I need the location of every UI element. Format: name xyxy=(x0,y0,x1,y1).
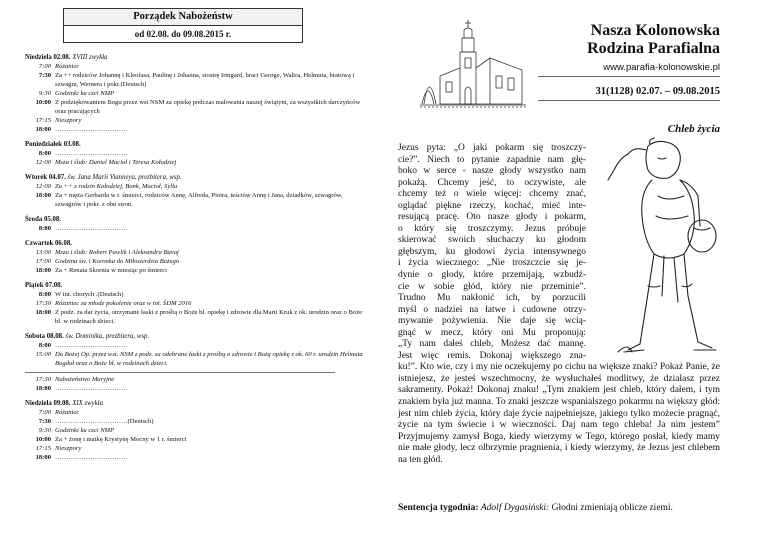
divider xyxy=(538,100,720,101)
schedule-column xyxy=(25,8,370,462)
entry-text: ……………………………(Deutsch) xyxy=(55,418,154,425)
entry-text: Za + Renata Skornia w miesiąc po śmierci xyxy=(55,267,167,274)
article-line: Jezus pyta: „O jaki pokarm się troszczy- xyxy=(398,143,586,153)
entry-text: …………………………… xyxy=(55,454,128,461)
entry-time: 15:00 xyxy=(35,351,51,358)
day-heading xyxy=(25,332,370,341)
schedule-entry xyxy=(25,71,370,89)
entry-time: 8:00 xyxy=(38,342,51,349)
day-heading xyxy=(25,399,370,408)
entry-time: 10:00 xyxy=(35,436,51,443)
article-line: cie w sobie głód, który nie przeminie”. xyxy=(398,281,586,292)
entry-text: Za ++ rodziców Johannę i Kleofasa, Paulinę i Johanna, siostrę Irmgard, braci George, Waltra, Helmuta, bratową i szwagra, Wernera i pokr.(Deutsch) xyxy=(55,72,355,88)
article-line: oglądać piękne rzeczy, kochać, mieć inte- xyxy=(398,200,586,211)
sentence-of-week xyxy=(398,503,720,513)
entry-time: 9:30 xyxy=(38,427,51,434)
schedule-day xyxy=(25,215,370,233)
day-heading xyxy=(25,53,370,62)
masthead-title xyxy=(560,22,720,58)
entry-text: Z podziękowaniem Bogu przez wst NSM za opiekę podczas malowania naszej świątyni, za wszystkich darczyńców oraz pracujących xyxy=(55,99,361,115)
day-date: Środa 05.08. xyxy=(25,216,61,223)
schedule-entry xyxy=(25,116,370,125)
article-line: mywanie pożywienia. Nie daje się wcią- xyxy=(398,316,586,327)
schedule-day xyxy=(25,173,370,209)
schedule-entry xyxy=(25,248,370,257)
day-heading xyxy=(25,173,370,182)
entry-time: 8:00 xyxy=(38,150,51,157)
schedule-entry xyxy=(25,191,370,209)
schedule-day xyxy=(25,399,370,462)
schedule-header xyxy=(63,8,303,43)
day-subtitle: św. Dominika, prezbitera, wsp. xyxy=(65,333,150,340)
entry-text: Do Bożej Op. przez wst. NSM z podz. za odebrane łaski z prośbą o zdrowie i Bożą opiekę z ok. 60 r. urodzin Helmuta Bogdoł oraz o Boże bł. w rodzinach dzieci. xyxy=(55,351,363,367)
entry-text: Różaniec xyxy=(55,63,80,70)
day-date: Czwartek 06.08. xyxy=(25,240,73,247)
article-line: skierować swoich słuchaczy ku głodom xyxy=(398,235,586,246)
article-wide-text: ku!”. Kto wie, czy i my nie oczekujemy po cichu na większe znaki? Pokaż Panie, że istniejesz, że jesteś wszechmocny, że wysłuchałeś modlitwy, że działasz przez sakramenty. Pokaż! Dokonaj znaku! „Tym znakiem jest chleb, który dałem, i tym znakiem była już manna. To znaki jeszcze wspanialszego pokarmu na większy głód: jest nim chleb życia, który daje życie najpełniejsze, jakiego tylko możecie pragnąć, życie na tym świecie i w wieczności. Daj nam tego chleba! Ja nim jestem” Przyjmujemy zamysł Boga, kiedy wierzymy w Tego, którego posłał, kiedy mamy nie małe głody, lecz olbrzymie pragnienia, i kiedy wierzymy, że Jezus jest chlebem na ten głód. xyxy=(398,362,720,465)
entry-text: Nieszpory xyxy=(55,445,82,452)
schedule-list xyxy=(25,53,370,462)
entry-text: …………………………… xyxy=(55,385,128,392)
entry-text: Nieszpory xyxy=(55,117,82,124)
schedule-entry xyxy=(25,350,370,368)
entry-time: 17:30 xyxy=(35,300,51,307)
entry-time: 7:30 xyxy=(38,72,51,79)
schedule-entry xyxy=(25,453,370,462)
schedule-day xyxy=(25,140,370,167)
entry-time: 12:00 xyxy=(35,159,51,166)
article-line: gnąć w mecz, który oni Mu proponują: xyxy=(398,327,586,338)
day-date: Sobota 08.08. xyxy=(25,333,64,340)
schedule-entry xyxy=(25,89,370,98)
schedule-entry xyxy=(25,158,370,167)
entry-text: Za ++ z rodzin Kołodziej, Bonk, Macioł, Sylla xyxy=(55,183,178,190)
sentence-author: Adolf Dygasiński: xyxy=(480,503,550,513)
article-line: głębszym, ku głodowi życia intensywnego xyxy=(398,246,586,257)
day-subtitle: XIX zwykła xyxy=(72,400,103,407)
schedule-entry xyxy=(25,426,370,435)
entry-time: 8:00 xyxy=(38,291,51,298)
entry-time: 18:00 xyxy=(35,192,51,199)
article-line: boko w serce - nasze głody wszystko nam xyxy=(398,166,586,177)
article-line: Jest więc remis. Dokonaj większego zna- xyxy=(398,350,586,361)
schedule-entry xyxy=(25,435,370,444)
schedule-entry xyxy=(25,62,370,71)
schedule-entry xyxy=(25,266,370,275)
entry-time: 12:00 xyxy=(35,183,51,190)
article-line: pokażą. Chcemy jeść, to oczywiste, ale xyxy=(398,177,586,188)
entry-time: 18:00 xyxy=(35,309,51,316)
schedule-entry xyxy=(25,290,370,299)
entry-time: 18:00 xyxy=(35,126,51,133)
day-heading xyxy=(25,140,370,149)
schedule-entry xyxy=(25,224,370,233)
article-line: chcemy też o wiele więcej: chcemy znać, xyxy=(398,189,586,200)
entry-time: 17:15 xyxy=(35,445,51,452)
divider xyxy=(538,76,720,77)
article-line: cie?”. Niech to pytanie zapadnie nam głę- xyxy=(398,154,586,165)
schedule-range: od 02.08. do 09.08.2015 r. xyxy=(134,29,232,39)
entry-text: Za + męża Gerharda w r. śmierci, rodziców Annę, Alfreda, Piotra, teściów Annę i Jana, dziadków, szwagrów, szwagrów i pokr. z obu stron. xyxy=(55,192,343,208)
article-line: myśl o nadziei na łatwe i cudowne otrzy- xyxy=(398,304,586,315)
divider xyxy=(25,372,335,373)
article-line: resującą pracę. Oto nasze głody i pokarm, xyxy=(398,212,586,223)
entry-time: 7:00 xyxy=(38,409,51,416)
article-line: Trudno Mu nakłonić ich, by porzucili xyxy=(398,293,586,304)
schedule-entry xyxy=(25,341,370,350)
entry-text: Z podz. za dar życia, otrzymane łaski z prośbą o Boże bł. opiekę i zdrowie dla Marii Kruk z ok. urodzin oraz o Boże bł. w rodzinach dzieci. xyxy=(55,309,363,325)
schedule-entry xyxy=(25,444,370,453)
issue-number: 31(1128) 02.07. – 09.08.2015 xyxy=(595,86,720,97)
entry-text: …………………………… xyxy=(55,126,128,133)
day-date: Niedziela 09.08. xyxy=(25,400,71,407)
masthead-line-1: Nasza Kolonowska xyxy=(590,22,720,39)
entry-text: Godzinki ku czci NMP xyxy=(55,427,115,434)
schedule-entry xyxy=(25,408,370,417)
entry-time: 18:00 xyxy=(35,385,51,392)
schedule-day xyxy=(25,332,370,393)
entry-text: Msza i ślub: Robert Pawlik i Aleksandra Bavaj xyxy=(55,249,179,256)
entry-time: 13:00 xyxy=(35,249,51,256)
schedule-entry xyxy=(25,149,370,158)
day-date: Wtorek 04.07. xyxy=(25,174,66,181)
entry-time: 7:00 xyxy=(38,63,51,70)
parish-url[interactable]: www.parafia-kolonowskie.pl xyxy=(603,62,720,73)
article-line: o który się troszczymy. Jezus próbuje xyxy=(398,223,586,234)
day-date: Poniedziałek 03.08. xyxy=(25,141,81,148)
article-narrow-text xyxy=(398,143,586,362)
church-illustration xyxy=(418,18,528,110)
schedule-entry xyxy=(25,299,370,308)
article-title: Chleb życia xyxy=(667,123,720,135)
article-line: dynie o głody, które przemijają, wzbudź- xyxy=(398,270,586,281)
schedule-entry xyxy=(25,182,370,191)
sentence-label: Sentencja tygodnia: xyxy=(398,503,479,513)
entry-text: Nabożeństwo Maryjne xyxy=(55,376,115,383)
schedule-title: Porządek Nabożeństw xyxy=(64,9,302,26)
day-heading xyxy=(25,281,370,290)
entry-text: Msza i ślub: Daniel Macioł i Teresa Kołodziej xyxy=(55,159,177,166)
sentence-text: Głodni zmieniają oblicze ziemi. xyxy=(551,503,673,513)
schedule-entry xyxy=(25,98,370,116)
entry-text: …………………………… xyxy=(55,225,128,232)
article-line: „Ty nam dałeś chleb, Możesz dać mannę. xyxy=(398,339,586,350)
article-body xyxy=(398,143,720,466)
day-heading xyxy=(25,239,370,248)
schedule-entry xyxy=(25,375,370,384)
day-subtitle: XVIII zwykła xyxy=(72,54,108,61)
schedule-entry xyxy=(25,308,370,326)
entry-time: 7:30 xyxy=(38,418,51,425)
schedule-entry xyxy=(25,125,370,134)
schedule-day xyxy=(25,281,370,326)
entry-time: 17:00 xyxy=(35,258,51,265)
entry-text: Godzina św. i Koronka do Miłosierdzia Bożego xyxy=(55,258,180,265)
entry-time: 9:30 xyxy=(38,90,51,97)
day-date: Piątek 07.08. xyxy=(25,282,63,289)
entry-text: …………………………… xyxy=(55,150,128,157)
schedule-day xyxy=(25,239,370,275)
day-heading xyxy=(25,215,370,224)
entry-text: Za + żonę i matkę Krystynę Mocny w 1 r. śmierci xyxy=(55,436,187,443)
day-subtitle: św. Jana Marii Vianneya, prezbitera, wsp. xyxy=(67,174,182,181)
entry-time: 10:00 xyxy=(35,99,51,106)
entry-text: Różaniec za młode pokolenie oraz w int. ŚDM 2016 xyxy=(55,300,192,307)
schedule-entry xyxy=(25,257,370,266)
entry-time: 17:30 xyxy=(35,376,51,383)
entry-text: …………………………… xyxy=(55,342,128,349)
schedule-entry xyxy=(25,384,370,393)
entry-text: Różaniec xyxy=(55,409,80,416)
masthead-line-2: Rodzina Parafialna xyxy=(587,40,720,57)
entry-time: 18:00 xyxy=(35,267,51,274)
entry-time: 17:15 xyxy=(35,117,51,124)
entry-text: Godzinki ku czci NMP xyxy=(55,90,115,97)
entry-time: 8:00 xyxy=(38,225,51,232)
schedule-day xyxy=(25,53,370,134)
schedule-entry xyxy=(25,417,370,426)
entry-time: 18:00 xyxy=(35,454,51,461)
article-line: i życia wiecznego: „Nie troszczcie się je- xyxy=(398,258,586,269)
day-date: Niedziela 02.08. xyxy=(25,54,71,61)
entry-text: W int. chorych .(Deutsch) xyxy=(55,291,124,298)
